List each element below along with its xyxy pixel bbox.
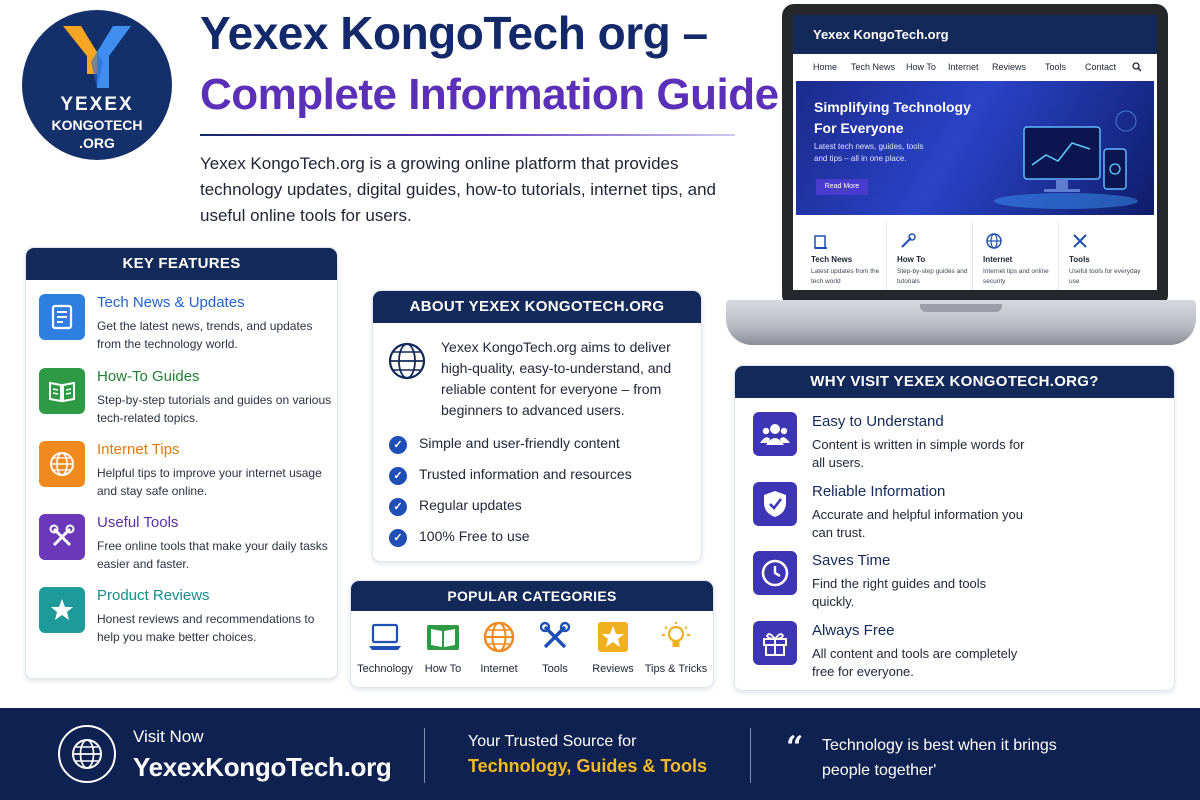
website-card-tools[interactable] [1061,222,1145,290]
feature-item [39,587,334,655]
category-reviews[interactable] [583,619,643,681]
website-card-desc: Internet tips and online security [983,268,1049,285]
search-icon[interactable] [1132,62,1142,72]
gift-icon [753,621,797,665]
about-point [389,496,689,520]
category-tools[interactable] [525,619,585,681]
laptop-icon [367,619,403,655]
globe-icon [387,341,427,381]
devices-illustration-icon [986,101,1146,211]
visit-now-label: Visit Now [133,727,204,746]
website-card-title: Tech News [811,255,853,264]
logo-line-2: KONGOTECH [51,117,143,133]
why-title: Saves Time [812,552,891,569]
feature-title: Internet Tips [97,441,180,458]
feature-desc: Honest reviews and recommendations to help you make better choices. [97,612,315,644]
why-desc: Find the right guides and tools quickly. [812,576,987,609]
website-hero [796,81,1154,215]
feature-title: Product Reviews [97,587,210,604]
intro-text: Yexex KongoTech.org is a growing online platform that provides technology updates, digital guides, how-to tutorials, internet tips, and useful online tools for users. [200,154,716,225]
logo-line-3: .ORG [79,135,115,151]
hero-title-line-2: For Everyone [814,120,904,136]
trusted-source-text: Your Trusted Source for [468,733,637,750]
about-point [389,434,689,458]
visit-url-link[interactable]: YexexKongoTech.org [133,752,392,782]
about-point [389,527,689,551]
star-icon [39,587,85,633]
category-label: Internet [480,663,518,675]
about-point-text: Regular updates [419,497,522,513]
website-card-tech-news[interactable] [803,222,887,290]
why-item [753,482,1163,548]
quote-icon: “ [786,730,804,765]
why-title: Easy to Understand [812,413,944,430]
key-features-card [25,247,338,679]
document-icon [813,232,829,250]
why-item [753,551,1163,617]
feature-desc: Step-by-step tutorials and guides on various tech-related topics. [97,393,332,425]
why-item [753,621,1163,687]
about-point-text: Simple and user-friendly content [419,435,620,451]
feature-title: Tech News & Updates [97,294,245,311]
website-header [793,15,1157,54]
laptop-screen [793,15,1157,290]
nav-home[interactable]: Home [813,62,838,72]
title-divider [200,134,735,136]
globe-icon [39,441,85,487]
feature-desc: Free online tools that make your daily tasks easier and faster. [97,539,328,571]
about-card [372,290,702,562]
category-label: Reviews [592,663,634,675]
footer-globe-icon [58,725,116,783]
feature-desc: Get the latest news, trends, and updates from the technology world. [97,319,313,351]
logo-y-icon [57,22,137,92]
trusted-source-highlight: Technology, Guides & Tools [468,756,708,776]
logo-line-1: YEXEX [60,94,134,115]
tools-icon [1071,232,1089,250]
website-card-title: Internet [983,255,1013,264]
feature-title: Useful Tools [97,514,179,531]
category-how-to[interactable] [413,619,473,681]
popular-categories-heading: POPULAR CATEGORIES [351,581,713,611]
hero-title-line-1: Simplifying Technology [814,99,971,115]
why-visit-heading: WHY VISIT YEXEX KONGOTECH.ORG? [735,366,1174,398]
news-icon [39,294,85,340]
about-text: Yexex KongoTech.org aims to deliver high-quality, easy-to-understand, and reliable content for everyone – from beginners to advanced users. [441,339,672,418]
website-title: Yexex KongoTech.org [813,27,949,42]
why-title: Always Free [812,622,895,639]
key-features-heading: KEY FEATURES [26,248,337,280]
why-title: Reliable Information [812,483,946,500]
website-card-desc: Latest updates from the tech world [811,268,880,285]
footer-divider [750,728,751,783]
website-card-how-to[interactable] [889,222,973,290]
globe-icon [481,619,517,655]
why-desc: All content and tools are completely free for everyone. [812,646,1018,679]
feature-item [39,294,334,362]
category-label: Tools [542,663,568,675]
lightbulb-icon [658,619,694,655]
website-card-desc: Step-by-step guides and tutorials [897,268,968,285]
nav-internet[interactable]: Internet [948,62,979,72]
hero-desc: Latest tech news, guides, tools and tips – all in one place. [814,142,924,163]
nav-how-to[interactable]: How To [906,62,936,72]
tools-icon [39,514,85,560]
about-heading: ABOUT YEXEX KONGOTECH.ORG [373,291,701,323]
read-more-button[interactable]: Read More [816,179,868,195]
website-card-title: Tools [1069,255,1090,264]
category-label: How To [424,663,462,675]
category-internet[interactable] [469,619,529,681]
book-icon [39,368,85,414]
footer-divider [424,728,425,783]
about-point [389,465,689,489]
shield-check-icon [753,482,797,526]
why-visit-card [734,365,1175,691]
category-technology[interactable] [355,619,415,681]
nav-reviews[interactable]: Reviews [992,62,1027,72]
users-icon [753,412,797,456]
check-icon: ✓ [389,529,407,547]
footer-quote: Technology is best when it brings people together' [822,737,1057,779]
website-card-title: How To [897,255,926,264]
feature-desc: Helpful tips to improve your internet usage and stay safe online. [97,466,322,498]
nav-tools[interactable]: Tools [1045,62,1067,72]
website-card-internet[interactable] [975,222,1059,290]
category-label: Tips & Tricks [644,663,708,675]
check-icon: ✓ [389,467,407,485]
website-card-desc: Useful tools for everyday use [1069,268,1141,285]
feature-item [39,441,334,509]
hero-title [814,97,971,139]
about-point-text: Trusted information and resources [419,466,632,482]
feature-item [39,514,334,582]
footer-bar [0,708,1200,800]
page-title-line-1: Yexex KongoTech org – [200,7,708,59]
about-point-text: 100% Free to use [419,528,530,544]
category-tips-tricks[interactable] [643,619,709,681]
why-item [753,412,1163,478]
clock-icon [753,551,797,595]
why-desc: Content is written in simple words for all users. [812,437,1025,470]
star-icon [595,619,631,655]
nav-tech-news[interactable]: Tech News [851,62,896,72]
globe-icon [985,232,1003,250]
wrench-icon [899,232,917,250]
website-nav [793,59,1157,77]
nav-contact[interactable]: Contact [1085,62,1117,72]
check-icon: ✓ [389,498,407,516]
site-logo [22,10,172,160]
popular-categories-card [350,580,714,688]
feature-item [39,368,334,436]
why-desc: Accurate and helpful information you can trust. [812,507,1024,540]
category-label: Technology [357,663,413,675]
laptop-notch [920,304,1002,312]
page-title-line-2: Complete Information Guide [200,70,779,119]
check-icon: ✓ [389,436,407,454]
tools-icon [537,619,573,655]
feature-title: How-To Guides [97,368,200,385]
book-icon [425,619,461,655]
